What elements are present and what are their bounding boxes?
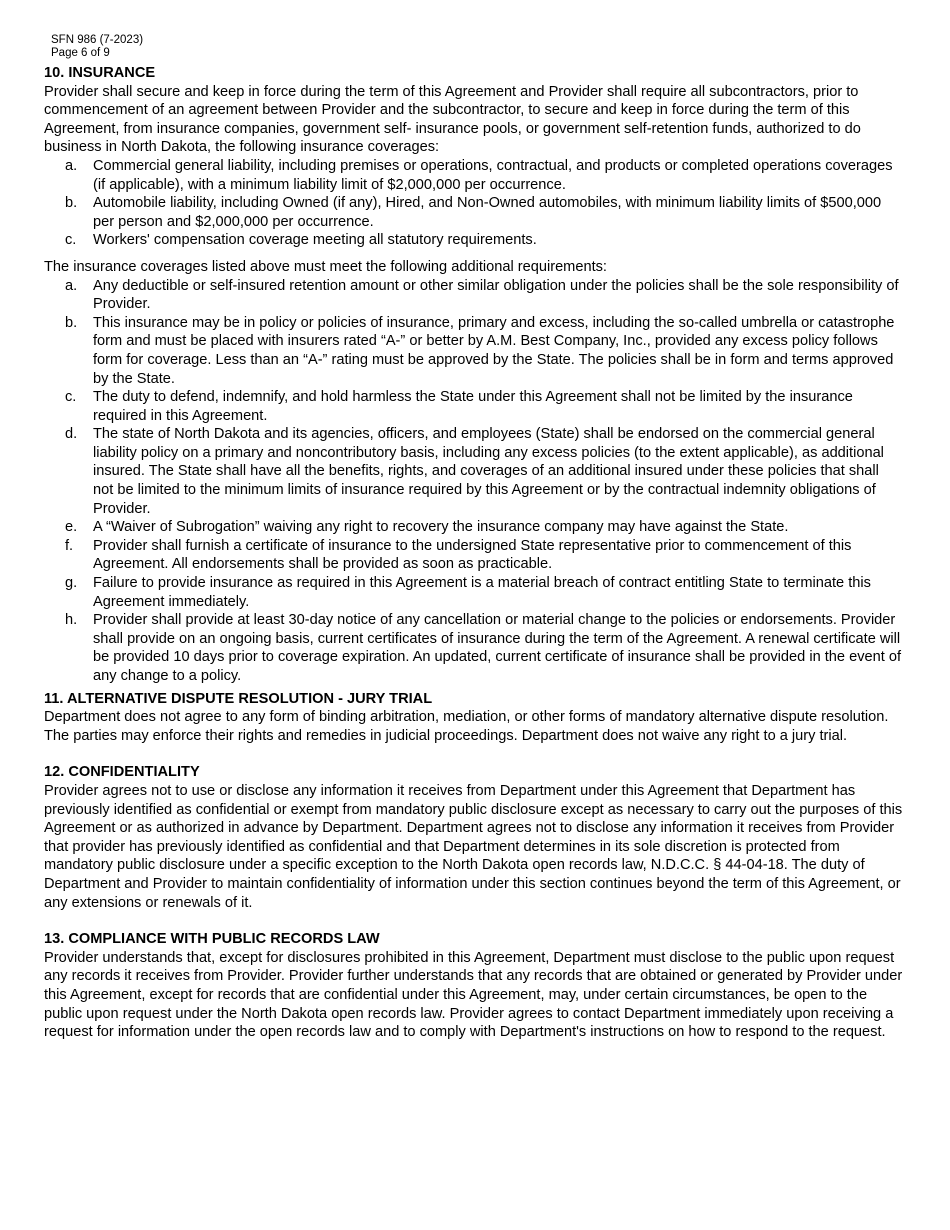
form-header [51,34,906,60]
coverage-list [44,157,906,250]
section-title-dispute-resolution: 11. ALTERNATIVE DISPUTE RESOLUTION - JURY TRIAL [44,690,433,707]
list-marker: g. [65,575,78,592]
list-marker: e. [65,519,78,536]
list-marker: a. [65,157,78,174]
list-item [44,277,906,314]
list-marker: a. [65,277,78,294]
list-item-text: Failure to provide insurance as required in this Agreement is a material breach of contract entitling State to terminate this Agreement immediately. [93,575,871,610]
dispute-resolution-body: Department does not agree to any form of binding arbitration, mediation, or other forms of mandatory alternative dispute resolution. The parties may enforce their rights and remedies in judicial proceedings. Department does not waive any right to a jury trial. [44,709,889,744]
section-title-insurance: 10. INSURANCE [44,65,156,81]
list-item [44,574,906,611]
section-public-records [44,930,906,1042]
form-number: SFN 986 (7-2023) [51,34,144,46]
section-insurance [44,64,906,686]
list-item [44,388,906,425]
list-marker: d. [65,426,78,443]
document-page [44,34,906,1042]
section-title-public-records: 13. COMPLIANCE WITH PUBLIC RECORDS LAW [44,931,380,948]
list-item [44,231,906,250]
confidentiality-body: Provider agrees not to use or disclose any information it receives from Department under this Agreement that Department has previously identified as confidential or exempt from mandatory public disclosure except as necessary to carry out the purposes of this Agreement or as authorized in advance by Department. Department agrees not to disclose any information it receives from Provider that provider has previously identified as confidential and that Department determines in its sole discretion is protected from mandatory public disclosure under a specific exception to the North Dakota open records law, N.D.C.C. § 44-04-18. The duty of Department and Provider to maintain confidentiality of information under this section continues beyond the term of this Agreement, or any extensions or renewals of it. [44,782,903,911]
list-item-text: The state of North Dakota and its agencies, officers, and employees (State) shall be endorsed on the commercial general liability policy on a primary and noncontributory basis, including any excess policies (to the extent applicable), as additional insured. The State shall have all the benefits, rights, and coverages of an additional insured under these policies that shall not be limited to the minimum limits of insurance required by this Agreement or by the contractual indemnity obligations of Provider. [93,426,884,517]
section-title-confidentiality: 12. CONFIDENTIALITY [44,764,200,781]
section-confidentiality [44,763,906,912]
requirements-list [44,277,906,686]
list-marker: b. [65,314,78,331]
list-marker: f. [65,537,74,554]
list-item [44,518,906,537]
list-item-text: Automobile liability, including Owned (if any), Hired, and Non-Owned automobiles, with minimum liability limits of $500,000 per person and $2,000,000 per occurrence. [93,195,882,230]
additional-requirements-intro: The insurance coverages listed above must meet the following additional requirements: [44,258,607,275]
list-item-text: This insurance may be in policy or policies of insurance, primary and excess, including the so-called umbrella or catastrophe form and must be placed with insurers rated “A-” or better by A.M. Best Company, Inc., provided any excess policy follows form for coverage. Less than an “A-” rating must be approved by the State. The policies shall be in form and terms approved by the State. [93,314,895,387]
list-item-text: Commercial general liability, including premises or operations, contractual, and products or completed operations coverages (if applicable), with a minimum liability limit of $2,000,000 per occurrence. [93,157,893,193]
list-marker: c. [65,389,77,406]
list-item [44,425,906,518]
page-number: Page 6 of 9 [51,47,110,59]
list-item-text: Provider shall provide at least 30-day notice of any cancellation or material change to the policies or endorsements. Provider shall provide on an ongoing basis, current certificates of insurance during the term of the Agreement. A renewal certificate will be provided 10 days prior to coverage expiration. An updated, current certificate of insurance shall be provided in the event of any change to a policy. [93,612,902,684]
list-marker: b. [65,195,78,212]
insurance-intro: Provider shall secure and keep in force during the term of this Agreement and Provider shall require all subcontractors, prior to commencement of an agreement between Provider and the subcontractor, to secure and keep in force during the term of this Agreement, from insurance companies, government self- insurance pools, or government self-retention funds, authorized to do business in North Dakota, the following insurance coverages: [44,83,861,156]
list-item [44,194,906,231]
public-records-body: Provider understands that, except for disclosures prohibited in this Agreement, Department must disclose to the public upon request any records it receives from Provider. Provider further understands that any records that are obtained or generated by Provider under this Agreement, except for records that are confidential under this Agreement, may, under certain circumstances, be open to the public upon request under the North Dakota open records law. Provider agrees to contact Department immediately upon receiving a request for information under the open records law and to comply with Department's instructions on how to respond to the request. [44,949,903,1041]
list-marker: h. [65,612,78,629]
list-item-text: A “Waiver of Subrogation” waiving any right to recovery the insurance company may have against the State. [93,519,789,536]
list-item-text: Workers' compensation coverage meeting all statutory requirements. [93,232,537,249]
list-item [44,314,906,388]
list-marker: c. [65,232,77,249]
list-item [44,157,906,194]
list-item-text: Any deductible or self-insured retention amount or other similar obligation under the policies shall be the sole responsibility of Provider. [93,277,899,313]
section-dispute-resolution [44,690,906,746]
list-item-text: The duty to defend, indemnify, and hold harmless the State under this Agreement shall not be limited by the insurance required in this Agreement. [93,389,853,424]
list-item [44,537,906,574]
list-item-text: Provider shall furnish a certificate of insurance to the undersigned State representative prior to commencement of this Agreement. All endorsements shall be provided as soon as practicable. [93,537,852,573]
list-item [44,611,906,685]
